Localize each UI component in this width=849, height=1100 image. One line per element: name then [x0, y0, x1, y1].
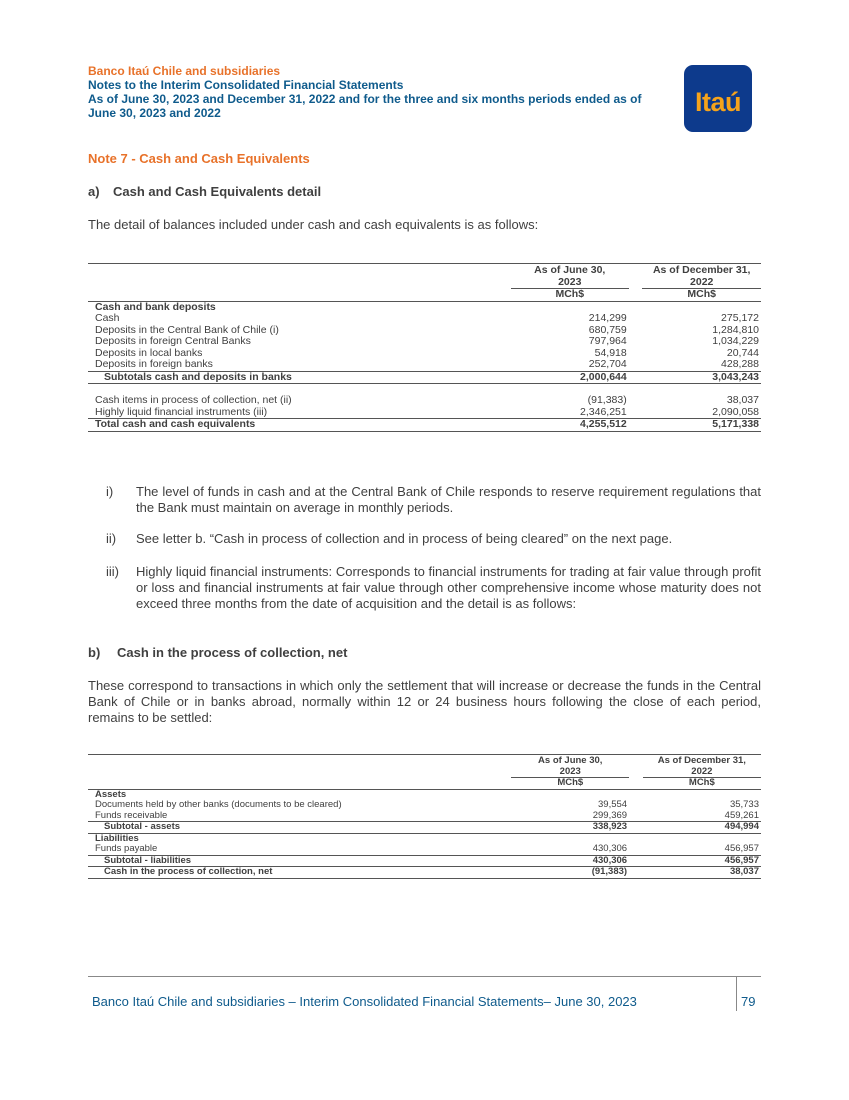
footer-page-divider — [736, 976, 737, 1011]
table-row: Deposits in the Central Bank of Chile (i) 680,759 1,284,810 — [95, 323, 759, 336]
table-row: Highly liquid financial instruments (iii) 2,346,251 2,090,058 — [88, 407, 761, 419]
table-row: Cash 214,299 275,172 — [95, 312, 759, 324]
group-cash-bank-deposits: Cash and bank deposits — [95, 300, 216, 313]
report-period-line1: As of June 30, 2023 and December 31, 2022 and for the three and six months periods ended as of — [88, 92, 642, 106]
table-row: Funds receivable 299,369 459,261 — [88, 811, 761, 822]
section-a-title: Cash and Cash Equivalents detail — [113, 184, 322, 199]
table-row: Cash items in process of collection, net (ii) (91,383) 38,037 — [95, 394, 759, 406]
b-col1-header-line2: 2023 — [511, 767, 629, 778]
b-col1-header-line1: As of June 30, — [538, 755, 603, 766]
b-col1-unit: MCh$ — [511, 778, 629, 790]
section-a-label: a) — [88, 184, 100, 199]
col1-header-line2: 2023 — [511, 277, 629, 289]
group-liabilities: Liabilities — [95, 832, 139, 844]
note-i-number: i) — [106, 484, 114, 499]
cash-equivalents-table — [88, 265, 761, 432]
note-i-text: The level of funds in cash and at the Central Bank of Chile responds to reserve requirement regulations that the Bank must maintain on average in monthly periods. — [136, 484, 761, 515]
collection-table — [88, 756, 761, 879]
section-b-intro: These correspond to transactions in which only the settlement that will increase or decrease the funds in the Central Bank of Chile or in banks abroad, normally within 12 or 24 business hours following the close of each period, remains to be settled: — [88, 678, 761, 725]
section-b-title: Cash in the process of collection, net — [117, 645, 348, 660]
logo-text: Itaú — [694, 87, 741, 117]
table-row: Documents held by other banks (documents to be cleared) 39,554 35,733 — [95, 799, 759, 810]
subtotal-row: Subtotal - liabilities 430,306 456,957 — [88, 855, 761, 867]
group-assets: Assets — [95, 788, 127, 800]
note-ii-number: ii) — [106, 531, 117, 546]
b-col2-header-line1: As of December 31, — [657, 755, 746, 766]
col2-header-line2: 2022 — [642, 277, 761, 289]
itau-logo — [684, 65, 752, 132]
note-ii-text: See letter b. “Cash in process of collection and in process of being cleared” on the next page. — [136, 531, 673, 546]
footer-text: Banco Itaú Chile and subsidiaries – Interim Consolidated Financial Statements– June 30, 2023 — [92, 994, 637, 1009]
col1-unit: MCh$ — [511, 289, 629, 302]
note-iii-text: Highly liquid financial instruments: Corresponds to financial instruments for trading at fair value through profit or loss and financial instruments at fair value through other comprehensive income whose maturity does not exceed three months from the date of acquisition and the detail is as follows: — [136, 564, 761, 611]
table-row: Deposits in local banks 54,918 20,744 — [95, 346, 759, 359]
table-row: Deposits in foreign banks 252,704 428,288 — [88, 359, 761, 371]
col2-header-line1: As of December 31, — [652, 264, 751, 276]
net-total-row: Cash in the process of collection, net (91,383) 38,037 — [88, 867, 761, 879]
note-iii-number: iii) — [106, 564, 119, 579]
table-row: Funds payable 430,306 456,957 — [88, 844, 761, 855]
subtotal-row: Subtotals cash and deposits in banks 2,000,644 3,043,243 — [88, 371, 761, 384]
subtotal-row: Subtotal - assets 338,923 494,994 — [88, 822, 761, 834]
col1-header-line1: As of June 30, — [534, 264, 606, 276]
report-period-line2: June 30, 2023 and 2022 — [88, 106, 221, 120]
section-b-label: b) — [88, 645, 101, 660]
b-col2-unit: MCh$ — [643, 778, 761, 790]
total-row: Total cash and cash equivalents 4,255,512 5,171,338 — [88, 419, 761, 432]
footer-divider — [88, 976, 761, 977]
report-subtitle: Notes to the Interim Consolidated Financial Statements — [88, 78, 404, 92]
note-title: Note 7 - Cash and Cash Equivalents — [88, 151, 310, 166]
b-col2-header-line2: 2022 — [643, 767, 761, 778]
section-a-intro: The detail of balances included under cash and cash equivalents is as follows: — [88, 217, 539, 232]
page-number: 79 — [741, 994, 756, 1009]
company-name: Banco Itaú Chile and subsidiaries — [88, 64, 281, 78]
table-row: Deposits in foreign Central Banks 797,964 1,034,229 — [95, 335, 759, 347]
col2-unit: MCh$ — [642, 289, 761, 302]
